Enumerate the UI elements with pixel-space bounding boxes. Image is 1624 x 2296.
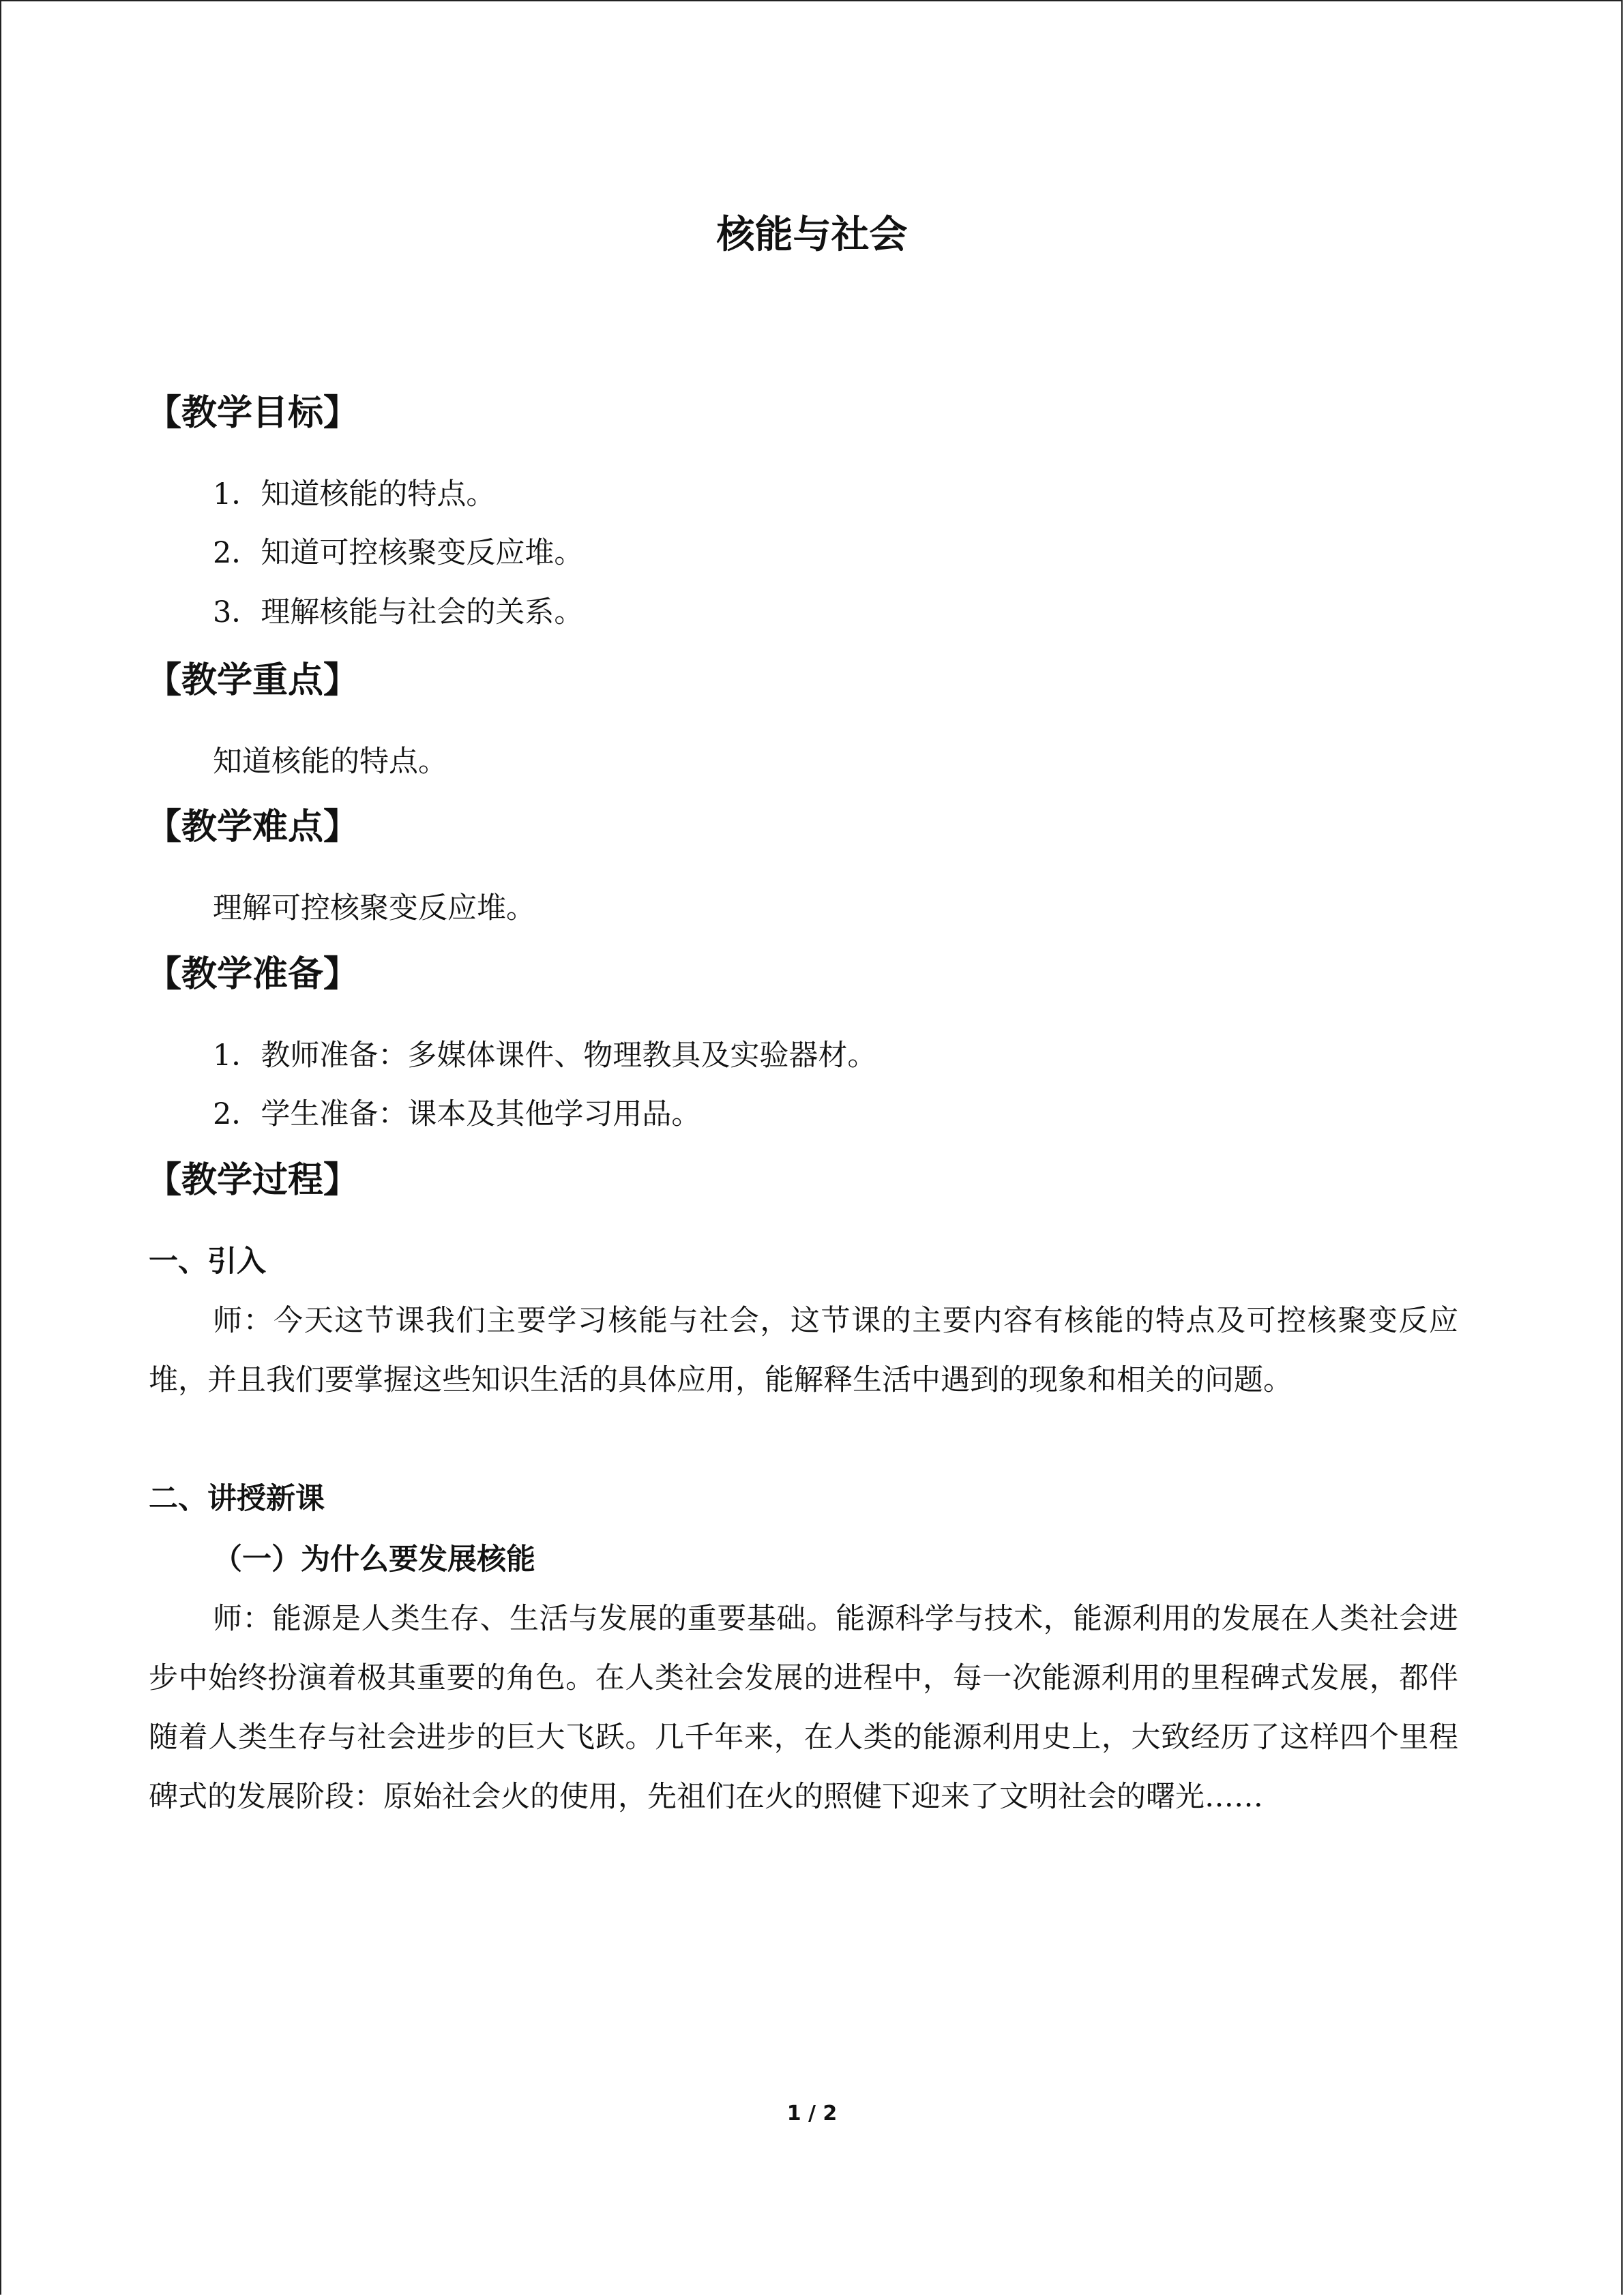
preparation-item-2: 2．学生准备：课本及其他学习用品。	[213, 1097, 701, 1131]
page-number: 1 / 2	[786, 2102, 838, 2126]
heading-process: 【教学过程】	[146, 1160, 359, 1201]
intro-heading: 一、引入	[149, 1244, 266, 1279]
why-nuclear-paragraph: 师：能源是人类生存、生活与发展的重要基础。能源科学与技术，能源利用的发展在人类社会进步中始终扮演着极其重要的角色。在人类社会发展的进程中，每一次能源利用的里程碑式发展，都伴随着人类生存与社会进步的巨大飞跃。几千年来，在人类的能源利用史上，大致经历了这样四个里程碑式的发展阶段：原始社会火的使用，先祖们在火的照健下迎来了文明社会的曙光……	[149, 1602, 1458, 1814]
document-title: 核能与社会	[716, 213, 908, 257]
difficulties-text: 理解可控核聚变反应堆。	[213, 891, 535, 925]
heading-difficulties: 【教学难点】	[146, 807, 359, 848]
goal-item-1: 1．知道核能的特点。	[213, 477, 496, 511]
goal-item-2: 2．知道可控核聚变反应堆。	[213, 536, 584, 570]
heading-key-points: 【教学重点】	[146, 660, 359, 701]
section-why-nuclear-heading: （一）为什么要发展核能	[213, 1542, 535, 1577]
intro-paragraph: 师：今天这节课我们主要学习核能与社会，这节课的主要内容有核能的特点及可控核聚变反应堆，并且我们要掌握这些知识生活的具体应用，能解释生活中遇到的现象和相关的问题。	[149, 1304, 1458, 1397]
goal-item-3: 3．理解核能与社会的关系。	[213, 595, 584, 629]
key-points-text: 知道核能的特点。	[213, 745, 447, 779]
heading-teaching-goals: 【教学目标】	[146, 393, 359, 434]
new-lesson-heading: 二、讲授新课	[149, 1482, 325, 1516]
heading-preparation: 【教学准备】	[146, 954, 359, 995]
preparation-item-1: 1．教师准备：多媒体课件、物理教具及实验器材。	[213, 1039, 877, 1073]
